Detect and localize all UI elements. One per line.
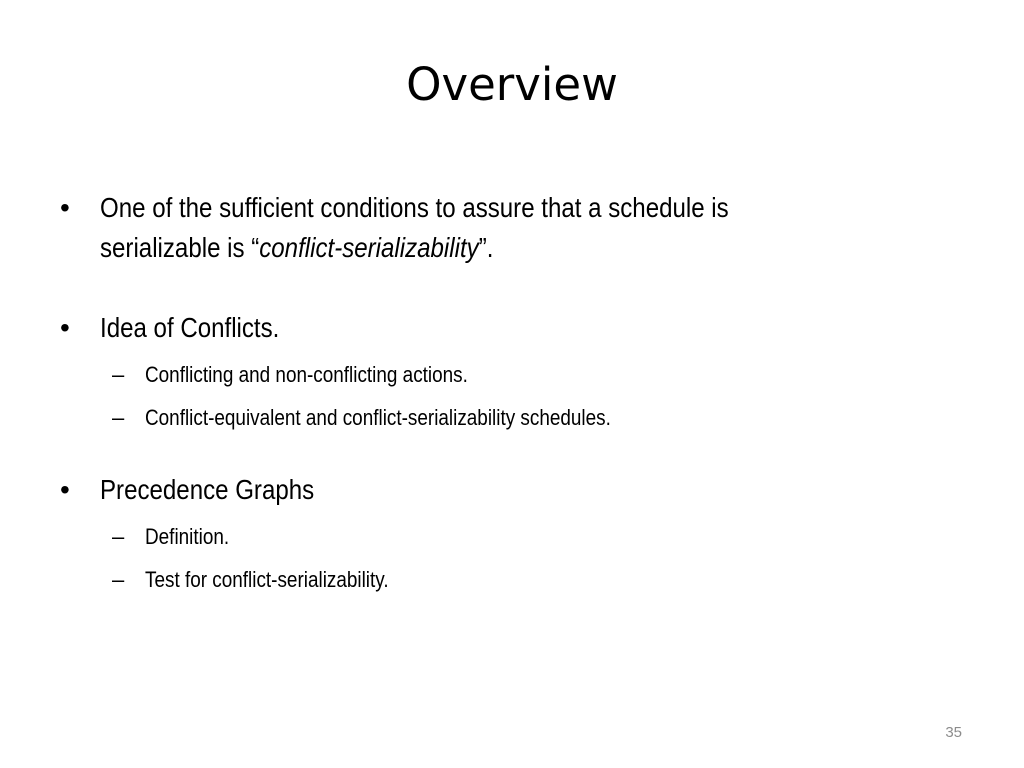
sub-item-text: Definition. [145, 524, 230, 549]
slide-title: Overview [406, 58, 618, 111]
sub-marker: – [112, 524, 125, 549]
bullet-item-1 [60, 188, 940, 268]
sub-item-text: Conflicting and non-conflicting actions. [145, 362, 468, 387]
sub-item-text: Conflict-equivalent and conflict-serializability schedules. [145, 405, 611, 430]
sub-marker: – [112, 567, 125, 592]
sub-item [60, 565, 940, 594]
bullet-marker: • [60, 474, 70, 505]
page-number: 35 [945, 724, 962, 741]
bullet-item-2 [60, 308, 940, 348]
bullet-text: Idea of Conflicts. [100, 312, 280, 343]
bullet-text-line [100, 228, 493, 268]
sub-item-text: Test for conflict-serializability. [145, 567, 389, 592]
bullet-text-line [100, 188, 729, 228]
slide-body [60, 188, 940, 594]
sub-marker: – [112, 362, 125, 387]
bullet-marker: • [60, 192, 70, 223]
sub-marker: – [112, 405, 125, 430]
emphasis-text: conflict-serializability [259, 232, 479, 263]
bullet-marker: • [60, 312, 70, 343]
sub-item [60, 522, 940, 551]
bullet-text: ”. [478, 232, 494, 263]
sub-item [60, 403, 940, 432]
bullet-text: One of the sufficient conditions to assure that a schedule is [100, 192, 729, 223]
sub-item [60, 360, 940, 389]
bullet-text: Precedence Graphs [100, 474, 315, 505]
bullet-item-3 [60, 470, 940, 510]
bullet-text: serializable is “ [100, 232, 260, 263]
